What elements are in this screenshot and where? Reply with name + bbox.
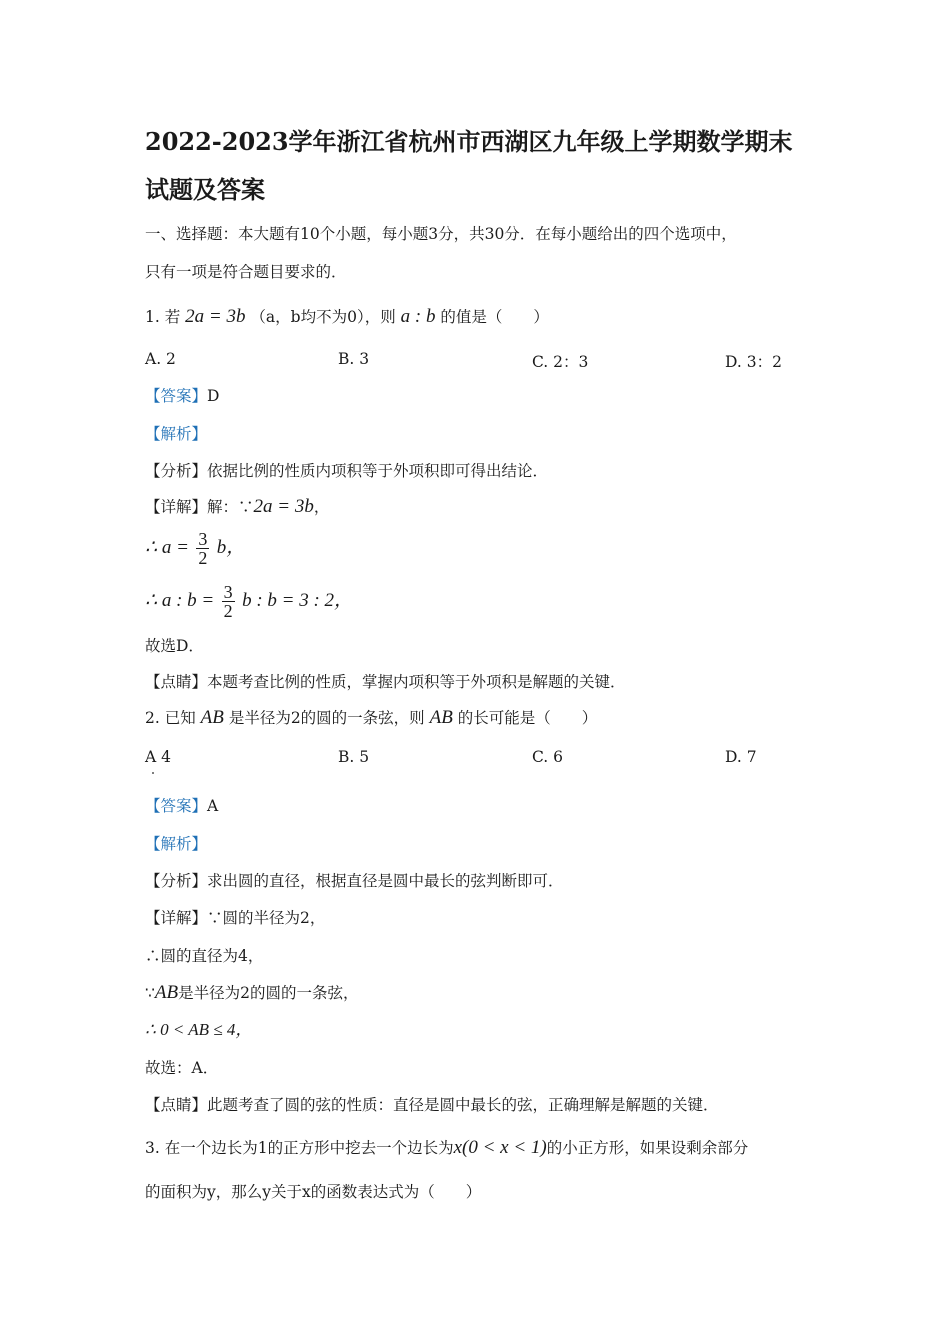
q2-fenxi-text: 求出圆的直径，根据直径是圆中最长的弦判断即可． <box>207 872 564 890</box>
q1-suffix: 的值是（ ） <box>440 308 549 326</box>
q3-stem-line1 <box>145 1138 748 1158</box>
q2-option-a: A 4 <box>145 748 171 766</box>
q2-xiangjie-tag: 【详解】 <box>145 909 208 927</box>
q1-xiangjie-tag: 【详解】 <box>145 498 208 516</box>
q1-dianjing-tag: 【点睛】 <box>145 673 208 691</box>
q2-prefix: 2. 已知 <box>145 709 196 727</box>
q2-option-b: B. 5 <box>338 748 370 766</box>
q1-prefix: 1. 若 <box>145 308 181 326</box>
q2-fenxi-tag: 【分析】 <box>145 872 208 890</box>
page-title-line1: 2022-2023学年浙江省杭州市西湖区九年级上学期数学期末 <box>145 127 793 156</box>
q2-dianjing-text: 此题考查了圆的弦的性质：直径是圆中最长的弦，正确理解是解题的关键． <box>207 1096 719 1114</box>
q1-dianjing <box>145 672 626 692</box>
q2-xiangjie <box>145 908 325 928</box>
q2-mid: 是半径为2的圆的一条弦，则 <box>228 709 425 727</box>
q1-xiangjie-eq: 2a = 3b <box>253 496 314 517</box>
section-instructions-line2: 只有一项是符合题目要求的． <box>145 263 347 281</box>
q2-answer-value: A <box>207 797 219 815</box>
q1-step2 <box>145 583 353 620</box>
q1-step1 <box>145 530 245 567</box>
q2-suffix: 的长可能是（ ） <box>457 709 598 727</box>
q2-option-d: D. 7 <box>725 748 757 766</box>
q2-ab-2: AB <box>429 707 453 728</box>
q1-step2-den: 2 <box>223 601 233 621</box>
q1-fenxi <box>145 461 548 481</box>
q1-option-b: B. 3 <box>338 350 370 368</box>
q1-analysis-tag: 【解析】 <box>145 425 208 443</box>
q1-step1-pre: ∴ a = <box>145 537 189 558</box>
q1-xiangjie <box>145 497 329 517</box>
q1-answer-tag: 【答案】 <box>145 387 208 405</box>
q1-step1-num: 3 <box>198 529 208 549</box>
q1-step2-post: b : b = 3 : 2， <box>242 590 354 611</box>
q2-xiangjie-text: ∵圆的半径为2， <box>207 909 326 927</box>
q2-step2-post: 是半径为2的圆的一条弦， <box>178 984 359 1002</box>
q1-step1-fraction <box>196 530 209 567</box>
q1-stem <box>145 307 549 327</box>
q1-step2-pre: ∴ a : b = <box>145 590 215 611</box>
q2-step2 <box>145 983 358 1003</box>
q2-step3: ∴ 0 < AB ≤ 4， <box>145 1020 253 1039</box>
q1-dianjing-text: 本题考查比例的性质，掌握内项积等于外项积是解题的关键． <box>207 673 626 691</box>
q1-answer <box>145 386 219 406</box>
q2-ab-1: AB <box>200 707 224 728</box>
q2-step1: ∴圆的直径为4， <box>145 947 264 965</box>
q3-expression: x(0 < x < 1) <box>453 1137 547 1158</box>
q1-fenxi-tag: 【分析】 <box>145 462 208 480</box>
q2-stem <box>145 708 597 728</box>
q1-step2-fraction <box>222 583 235 620</box>
q2-choose: 故选：A． <box>145 1059 219 1077</box>
q1-option-d: D. 3：2 <box>725 353 782 371</box>
q3-prefix: 3. 在一个边长为1的正方形中挖去一个边长为 <box>145 1139 454 1157</box>
q1-equation: 2a = 3b <box>185 306 246 327</box>
q1-option-a: A. 2 <box>145 350 176 368</box>
q2-analysis-tag: 【解析】 <box>145 835 208 853</box>
q3-stem-line2: 的面积为y，那么y关于x的函数表达式为（ ） <box>145 1183 482 1201</box>
q2-step2-pre: ∵ <box>145 984 155 1002</box>
q2-step2-ab: AB <box>154 982 179 1003</box>
q1-step2-num: 3 <box>223 582 233 602</box>
q1-step1-post: b， <box>216 537 246 558</box>
q1-step1-den: 2 <box>198 548 208 568</box>
q1-condition: （a，b均不为0），则 <box>250 308 396 326</box>
q2-dianjing-tag: 【点睛】 <box>145 1096 208 1114</box>
q2-option-c: C. 6 <box>532 748 564 766</box>
q2-option-a-dot <box>152 772 154 774</box>
q2-answer <box>145 796 218 816</box>
section-instructions-line1: 一、选择题：本大题有10个小题，每小题3分，共30分．在每小题给出的四个选项中， <box>145 225 737 243</box>
q2-answer-tag: 【答案】 <box>145 797 208 815</box>
page-title-line2: 试题及答案 <box>145 175 265 204</box>
q1-option-c: C. 2：3 <box>532 353 589 371</box>
q2-fenxi <box>145 871 564 891</box>
q1-ratio: a : b <box>400 306 436 327</box>
q3-suffix: 的小正方形，如果设剩余部分 <box>546 1139 749 1157</box>
q1-choose: 故选D． <box>145 637 204 655</box>
q1-xiangjie-end: ， <box>313 498 330 516</box>
q1-xiangjie-text: 解：∵ <box>207 498 254 516</box>
q1-fenxi-text: 依据比例的性质内项积等于外项积即可得出结论． <box>207 462 549 480</box>
q1-answer-value: D <box>207 387 220 405</box>
q2-dianjing <box>145 1095 719 1115</box>
